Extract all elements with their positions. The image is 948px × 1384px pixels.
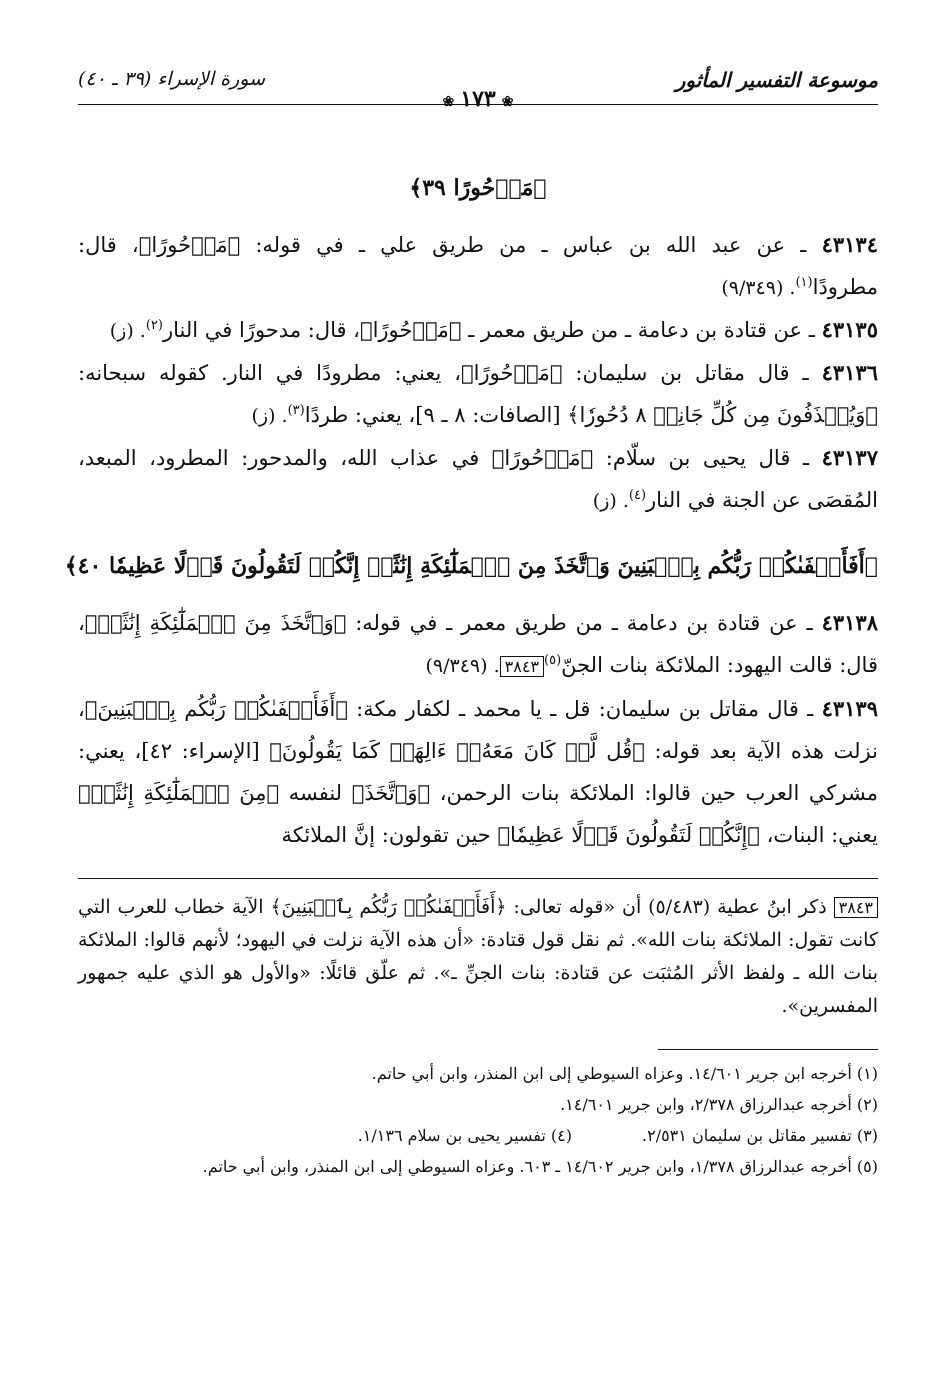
- entry-reference: . (٩/٣٤٩): [425, 655, 500, 677]
- editor-note-marker[interactable]: ٣٨٤٣: [500, 656, 544, 677]
- entry-number: ٤٣١٣٤: [821, 232, 878, 257]
- narration-entry: [78, 602, 878, 688]
- entry-text: ـ قال يحيى بن سلّام: ﴿مَدۡحُورًا﴾ في عذاب الله، والمدحور: المطرود، المبعد، المُقصَى عن الجنة في النار: [78, 446, 878, 512]
- footnotes-divider: [658, 1049, 878, 1050]
- footnote-2: (٢) أخرجه عبدالرزاق ٢/٣٧٨، وابن جرير ١٤/٦٠١.: [560, 1095, 878, 1114]
- narration-entry: [78, 688, 878, 856]
- entry-text: ـ عن عبد الله بن عباس ـ من طريق علي ـ في قوله: ﴿مَدۡحُورًا﴾، قال: مطرودًا: [78, 233, 878, 299]
- running-header: [78, 56, 878, 112]
- entry-text: ـ عن قتادة بن دعامة ـ من طريق معمر ـ ﴿مَدۡحُورًا﴾، قال: مدحورًا في النار: [162, 318, 815, 342]
- footnote-row: [78, 1120, 878, 1151]
- footnote-3: (٣) تفسير مقاتل بن سليمان ٢/٥٣١.: [642, 1126, 878, 1145]
- footnote-1: (١) أخرجه ابن جرير ١٤/٦٠١. وعزاه السيوطي إلى ابن المنذر، وابن أبي حاتم.: [371, 1064, 878, 1083]
- footnote-5: (٥) أخرجه عبدالرزاق ١/٣٧٨، وابن جرير ١٤/٦٠٢ ـ ٦٠٣. وعزاه السيوطي إلى ابن المنذر، وابن أبي حاتم.: [202, 1157, 878, 1176]
- entry-reference: . (٩/٣٤٩): [721, 277, 796, 299]
- entry-reference: . (ز): [592, 490, 629, 512]
- verse-heading-39: ﴿مَدۡحُورًا ٣٩﴾: [409, 175, 547, 201]
- entries-verse-40: [78, 602, 878, 856]
- narration-entry: [78, 224, 878, 309]
- footnotes: [78, 1058, 878, 1182]
- book-page: [64, 56, 879, 1182]
- entry-number: ٤٣١٣٥: [821, 317, 878, 342]
- editor-note-divider: [78, 878, 878, 879]
- narration-entry: [78, 309, 878, 352]
- entry-reference: . (ز): [251, 405, 288, 427]
- footnote-marker[interactable]: (٥): [544, 653, 562, 668]
- header-divider: [78, 104, 878, 105]
- footnote-marker[interactable]: (٤): [628, 488, 647, 503]
- narration-entry: [78, 437, 878, 522]
- surah-title: سورة الإسراء (٣٩ ـ ٤٠): [78, 68, 266, 90]
- narration-entry: [78, 352, 878, 437]
- book-title: موسوعة التفسير المأثور: [675, 68, 878, 92]
- editor-note-text: ذكر ابنُ عطية (٥/٤٨٣) أن «قوله تعالى: ﴿أَفَأَصۡفَىٰكُمۡ رَبُّكُم بِٱلۡبَنِينَ﴾ الآية خطاب للعرب التي كانت تقول: الملائكة بنات الله». ثم نقل قول قتادة: «أن هذه الآية نزلت في اليهود؛ لأنهم قالوا: الملائكة بنات الله ـ ولفظ الأثر المُثبَت عن قتادة: بنات الجنِّ ـ». ثم علّق قائلًا: «والأول هو الذي عليه جمهور المفسرين».: [78, 896, 879, 1017]
- entry-text: ـ قال مقاتل بن سليمان: قل ـ يا محمد ـ لكفار مكة: ﴿أَفَأَصۡفَىٰكُمۡ رَبُّكُم بِٱلۡبَنِينَ﴾، نزلت هذه الآية بعد قوله: ﴿قُل لَّوۡ كَانَ مَعَهُۥٓ ءَالِهَةٞ كَمَا يَقُولُونَ﴾ [الإسراء: ٤٢]، يعني: مشركي العرب حين قالوا: الملائكة بنات الرحمن، ﴿وَٱتَّخَذَ﴾ لنفسه ﴿مِنَ ٱلۡمَلَٰٓئِكَةِ إِنَٰثًاۚ﴾ يعني: البنات، ﴿إِنَّكُمۡ لَتَقُولُونَ قَوۡلًا عَظِيمٗا﴾ حين تقولون: إنَّ الملائكة: [78, 697, 878, 847]
- ornament-icon: ❀: [442, 94, 455, 110]
- entry-number: ٤٣١٣٩: [821, 696, 878, 721]
- ornament-icon: ❀: [501, 94, 514, 110]
- footnote-marker[interactable]: (٢): [145, 318, 163, 333]
- verse-heading-40: ﴿أَفَأَصۡفَىٰكُمۡ رَبُّكُم بِٱلۡبَنِينَ وَٱتَّخَذَ مِنَ ٱلۡمَلَٰٓئِكَةِ إِنَٰثًاۚ إِنَّكُمۡ لَتَقُولُونَ قَوۡلًا عَظِيمٗا ٤٠﴾: [64, 553, 878, 579]
- editor-note-number: ٣٨٤٣: [834, 897, 878, 918]
- entries-verse-39: [78, 224, 878, 522]
- entry-text: ـ عن قتادة بن دعامة ـ من طريق معمر ـ في قوله: ﴿وَٱتَّخَذَ مِنَ ٱلۡمَلَٰٓئِكَةِ إِنَٰثًاۚ﴾، قال: قالت اليهود: الملائكة بنات الجنّ: [78, 611, 878, 677]
- entry-number: ٤٣١٣٨: [821, 610, 878, 635]
- entry-number: ٤٣١٣٧: [821, 445, 878, 470]
- entry-reference: . (ز): [109, 320, 146, 342]
- entry-number: ٤٣١٣٦: [821, 360, 878, 385]
- footnote-marker[interactable]: (١): [795, 275, 813, 290]
- page-number-text: ١٧٣: [460, 86, 496, 112]
- footnote-4: (٤) تفسير يحيى بن سلام ١/١٣٦.: [357, 1126, 572, 1145]
- footnote-marker[interactable]: (٣): [287, 403, 305, 418]
- entry-text: ـ قال مقاتل بن سليمان: ﴿مَدۡحُورًا﴾، يعني: مطرودًا في النار. كقوله سبحانه: ﴿وَيُقۡذَفُونَ مِن كُلِّ جَانِبٖ ٨ دُحُورٗا﴾ [الصافات: ٨ ـ ٩]، يعني: طردًا: [78, 361, 878, 427]
- editor-note: [78, 891, 878, 1023]
